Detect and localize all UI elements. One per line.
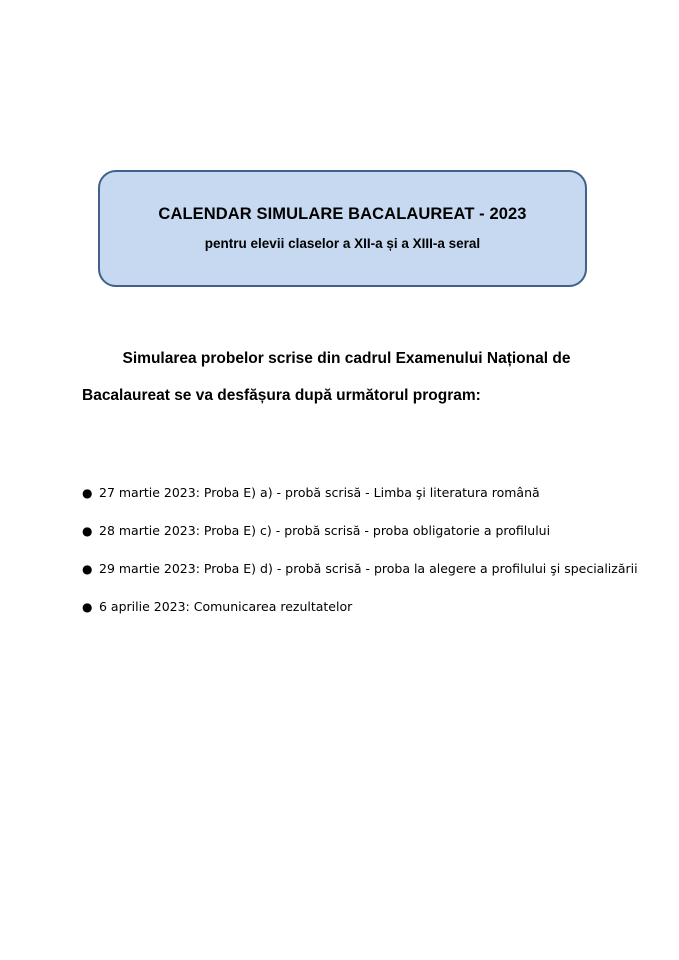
schedule-item-text: 6 aprilie 2023: Comunicarea rezultatelor: [99, 599, 353, 614]
schedule-item: [82, 522, 638, 548]
schedule-item: [82, 598, 638, 624]
schedule-list: [82, 484, 638, 636]
bullet-dot-icon: ●: [82, 562, 93, 576]
bullet-dot-icon: ●: [82, 600, 93, 614]
bullet-dot-icon: ●: [82, 524, 93, 538]
page-subtitle: pentru elevii claselor a XII-a și a XIII-a seral: [204, 236, 481, 251]
bullet-dot-icon: ●: [82, 486, 93, 500]
page-title: CALENDAR SIMULARE BACALAUREAT - 2023: [158, 205, 527, 223]
schedule-item-text: 29 martie 2023: Proba E) d) - probă scrisă - proba la alegere a profilului şi specializării: [99, 561, 638, 576]
schedule-item: [82, 484, 638, 510]
schedule-item: [82, 560, 638, 586]
intro-text-line-1: Simularea probelor scrise din cadrul Examenului Național de: [122, 350, 571, 367]
schedule-item-text: 28 martie 2023: Proba E) c) - probă scrisă - proba obligatorie a profilului: [99, 523, 551, 538]
intro-text-line-2: Bacalaureat se va desfășura după următorul program:: [82, 387, 481, 404]
title-box: [98, 170, 587, 287]
schedule-item-text: 27 martie 2023: Proba E) a) - probă scrisă - Limba şi literatura română: [99, 485, 540, 500]
